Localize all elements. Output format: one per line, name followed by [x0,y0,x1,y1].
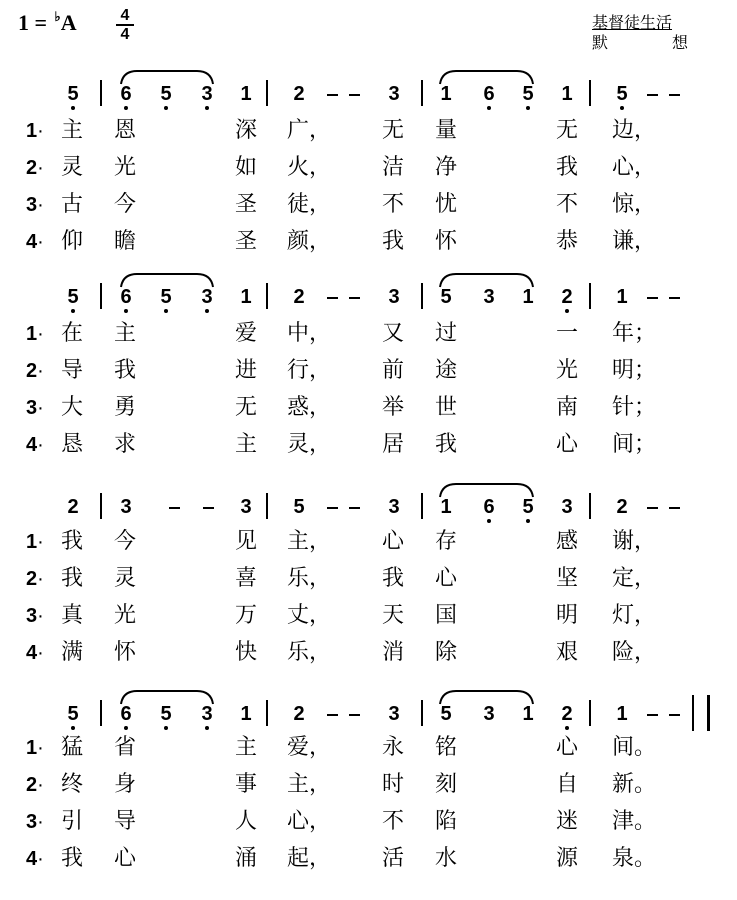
verse-number: 2· [26,774,44,796]
lyric-char: 心 [113,846,137,871]
bar-line [266,283,268,309]
note: 5 [160,286,172,308]
note: 5 [440,703,452,725]
lyric-char: 间。 [611,735,657,760]
lyric-char: 乐， [286,640,332,665]
lyric-char: 广， [286,118,332,143]
note: 3 [483,286,495,308]
note: 5 [293,496,305,518]
credits [592,14,688,54]
note: 2 [293,286,305,308]
verse-number: 4· [26,434,44,456]
lyric-char: 活 [381,846,405,871]
note: 5 [67,703,79,725]
lyric-char: 瞻 [113,229,137,254]
verse-number: 3· [26,605,44,627]
octave-dot [526,519,530,523]
sustain-dash [647,507,658,509]
note: 3 [120,496,132,518]
slur [121,690,213,706]
note: 1 [240,286,252,308]
lyric-char: 爱， [286,735,332,760]
lyric-char: 主 [113,321,137,346]
lyric-char: 如 [234,155,258,180]
octave-dot [526,106,530,110]
note: 6 [120,83,132,105]
bar-line [100,283,102,309]
slur [121,70,213,86]
lyric-char: 见 [234,529,258,554]
lyric-char: 消 [381,640,405,665]
lyric-char: 心 [381,529,405,554]
sustain-dash [349,507,360,509]
sustain-dash [349,297,360,299]
lyric-char: 光 [113,603,137,628]
lyric-char: 求 [113,432,137,457]
octave-dot [565,726,569,730]
lyric-char: 过 [434,321,458,346]
octave-dot [487,106,491,110]
lyric-char: 颜， [286,229,332,254]
lyric-char: 勇 [113,395,137,420]
bar-line [589,80,591,106]
note: 6 [483,83,495,105]
lyric-char: 满 [60,640,84,665]
lyric-char: 我 [60,529,84,554]
lyric-char: 丈， [286,603,332,628]
note: 5 [160,83,172,105]
octave-dot [205,106,209,110]
lyric-char: 存 [434,529,458,554]
lyric-char: 人 [234,809,258,834]
lyric-char: 陷 [434,809,458,834]
note: 1 [616,286,628,308]
note: 3 [201,286,213,308]
lyric-char: 除 [434,640,458,665]
lyric-char: 在 [60,321,84,346]
lyric-char: 心， [286,809,332,834]
lyric-char: 身 [113,772,137,797]
lyric-char: 举 [381,395,405,420]
lyric-char: 时 [381,772,405,797]
bar-line [266,700,268,726]
octave-dot [124,309,128,313]
lyric-char: 年； [611,321,657,346]
lyric-char: 猛 [60,735,84,760]
bar-line [589,700,591,726]
lyric-char: 终 [60,772,84,797]
lyric-char: 惑， [286,395,332,420]
time-signature-top: 4 [120,7,130,24]
octave-dot [164,309,168,313]
lyric-char: 又 [381,321,405,346]
sustain-dash [327,297,338,299]
octave-dot [124,726,128,730]
note: 2 [561,286,573,308]
lyric-char: 感 [555,529,579,554]
lyric-char: 南 [555,395,579,420]
note: 1 [616,703,628,725]
lyric-char: 新。 [611,772,657,797]
sustain-dash [349,94,360,96]
octave-dot [71,726,75,730]
lyric-char: 途 [434,358,458,383]
lyric-char: 我 [113,358,137,383]
note: 2 [616,496,628,518]
lyric-char: 今 [113,529,137,554]
note: 5 [160,703,172,725]
octave-dot [205,309,209,313]
final-bar-thin [692,695,694,731]
lyric-char: 针； [611,395,657,420]
bar-line [421,283,423,309]
sustain-dash [327,714,338,716]
lyric-char: 主， [286,772,332,797]
bar-line [589,283,591,309]
octave-dot [71,309,75,313]
lyric-char: 明； [611,358,657,383]
note: 3 [388,496,400,518]
author-credit: 默 想 [592,35,688,52]
lyric-char: 无 [555,118,579,143]
lyric-char: 怀 [113,640,137,665]
lyric-char: 泉。 [611,846,657,871]
note: 1 [522,286,534,308]
lyric-char: 我 [555,155,579,180]
verse-number: 2· [26,568,44,590]
lyric-char: 边， [611,118,657,143]
sustain-dash [669,297,680,299]
lyric-char: 天 [381,603,405,628]
note: 5 [67,286,79,308]
lyric-char: 主， [286,529,332,554]
note: 5 [522,496,534,518]
verse-number: 3· [26,397,44,419]
lyric-char: 火， [286,155,332,180]
lyric-char: 行， [286,358,332,383]
note: 5 [616,83,628,105]
bar-line [266,80,268,106]
lyric-char: 谢， [611,529,657,554]
sustain-dash [669,714,680,716]
note: 5 [440,286,452,308]
lyric-char: 我 [381,229,405,254]
lyric-char: 我 [60,846,84,871]
lyric-char: 净 [434,155,458,180]
lyric-char: 源 [555,846,579,871]
sustain-dash [327,507,338,509]
lyric-char: 我 [381,566,405,591]
lyric-char: 灵 [60,155,84,180]
lyric-char: 万 [234,603,258,628]
verse-number: 2· [26,360,44,382]
bar-line [100,700,102,726]
note: 1 [561,83,573,105]
flat-sign: ♭ [54,9,61,24]
verse-number: 1· [26,737,44,759]
octave-dot [124,106,128,110]
sustain-dash [349,714,360,716]
lyric-char: 引 [60,809,84,834]
lyric-char: 恳 [60,432,84,457]
sustain-dash [327,94,338,96]
note: 1 [522,703,534,725]
verse-number: 1· [26,531,44,553]
lyric-char: 省 [113,735,137,760]
lyric-char: 津。 [611,809,657,834]
lyric-char: 主 [234,735,258,760]
note: 1 [440,496,452,518]
lyric-char: 光 [555,358,579,383]
lyric-char: 洁 [381,155,405,180]
lyric-char: 我 [60,566,84,591]
note: 1 [240,703,252,725]
octave-dot [565,309,569,313]
verse-number: 4· [26,642,44,664]
lyric-char: 不 [381,192,405,217]
lyric-char: 仰 [60,229,84,254]
note: 3 [561,496,573,518]
lyric-char: 谦， [611,229,657,254]
note: 2 [561,703,573,725]
time-signature [116,8,134,42]
lyric-char: 乐， [286,566,332,591]
lyric-char: 灯， [611,603,657,628]
octave-dot [620,106,624,110]
sustain-dash [647,714,658,716]
lyric-char: 世 [434,395,458,420]
note: 3 [240,496,252,518]
lyric-char: 艰 [555,640,579,665]
verse-number: 4· [26,848,44,870]
lyric-char: 国 [434,603,458,628]
slur [440,273,533,289]
verse-number: 1· [26,323,44,345]
lyric-char: 导 [60,358,84,383]
lyric-char: 心 [434,566,458,591]
lyric-char: 明 [555,603,579,628]
note: 3 [483,703,495,725]
lyric-char: 迷 [555,809,579,834]
note: 1 [240,83,252,105]
lyric-char: 间； [611,432,657,457]
note: 6 [120,286,132,308]
verse-number: 2· [26,157,44,179]
lyric-char: 坚 [555,566,579,591]
lyric-char: 恩 [113,118,137,143]
note: 6 [483,496,495,518]
lyric-char: 喜 [234,566,258,591]
lyric-char: 心 [555,735,579,760]
bar-line [266,493,268,519]
lyric-char: 主 [234,432,258,457]
note: 2 [293,703,305,725]
octave-dot [164,726,168,730]
note: 3 [388,286,400,308]
lyric-char: 圣 [234,229,258,254]
lyric-char: 不 [381,809,405,834]
time-signature-bottom: 4 [120,26,130,43]
lyric-char: 快 [234,640,258,665]
slur [440,70,533,86]
lyric-char: 铭 [434,735,458,760]
lyric-char: 前 [381,358,405,383]
note: 3 [201,703,213,725]
lyric-char: 无 [381,118,405,143]
lyric-char: 爱 [234,321,258,346]
lyric-char: 主 [60,118,84,143]
octave-dot [487,519,491,523]
lyric-char: 自 [555,772,579,797]
lyric-char: 起， [286,846,332,871]
bar-line [421,700,423,726]
note: 2 [293,83,305,105]
lyric-char: 刻 [434,772,458,797]
lyric-char: 怀 [434,229,458,254]
sustain-dash [647,94,658,96]
lyric-char: 我 [434,432,458,457]
verse-number: 1· [26,120,44,142]
lyric-char: 无 [234,395,258,420]
note: 3 [201,83,213,105]
key-signature: 1 = ♭A [18,9,77,35]
lyric-char: 事 [234,772,258,797]
sustain-dash [169,507,180,509]
lyric-char: 光 [113,155,137,180]
bar-line [421,80,423,106]
lyric-char: 古 [60,192,84,217]
sustain-dash [203,507,214,509]
lyric-char: 中， [286,321,332,346]
lyric-char: 水 [434,846,458,871]
verse-number: 4· [26,231,44,253]
sustain-dash [647,297,658,299]
note: 6 [120,703,132,725]
lyric-char: 一 [555,321,579,346]
final-bar-thick [707,695,710,731]
lyric-char: 灵， [286,432,332,457]
lyric-char: 徒， [286,192,332,217]
lyric-char: 定， [611,566,657,591]
lyric-char: 灵 [113,566,137,591]
lyric-char: 不 [555,192,579,217]
bar-line [100,80,102,106]
lyric-char: 惊， [611,192,657,217]
slur [440,690,533,706]
note: 3 [388,703,400,725]
sustain-dash [669,507,680,509]
bar-line [589,493,591,519]
note: 2 [67,496,79,518]
lyric-char: 真 [60,603,84,628]
bar-line [421,493,423,519]
lyric-char: 今 [113,192,137,217]
verse-number: 3· [26,194,44,216]
lyric-char: 险， [611,640,657,665]
lyric-char: 深 [234,118,258,143]
lyric-char: 圣 [234,192,258,217]
lyric-char: 进 [234,358,258,383]
lyric-char: 恭 [555,229,579,254]
lyric-char: 量 [434,118,458,143]
lyric-char: 心 [555,432,579,457]
lyric-char: 导 [113,809,137,834]
octave-dot [164,106,168,110]
sustain-dash [669,94,680,96]
octave-dot [205,726,209,730]
lyric-char: 居 [381,432,405,457]
verse-number: 3· [26,811,44,833]
bar-line [100,493,102,519]
source-credit: 基督徒生活 [592,15,673,32]
lyric-char: 忧 [434,192,458,217]
note: 5 [522,83,534,105]
note: 1 [440,83,452,105]
note: 3 [388,83,400,105]
slur [440,483,533,499]
lyric-char: 涌 [234,846,258,871]
lyric-char: 心， [611,155,657,180]
lyric-char: 永 [381,735,405,760]
octave-dot [71,106,75,110]
lyric-char: 大 [60,395,84,420]
note: 5 [67,83,79,105]
slur [121,273,213,289]
